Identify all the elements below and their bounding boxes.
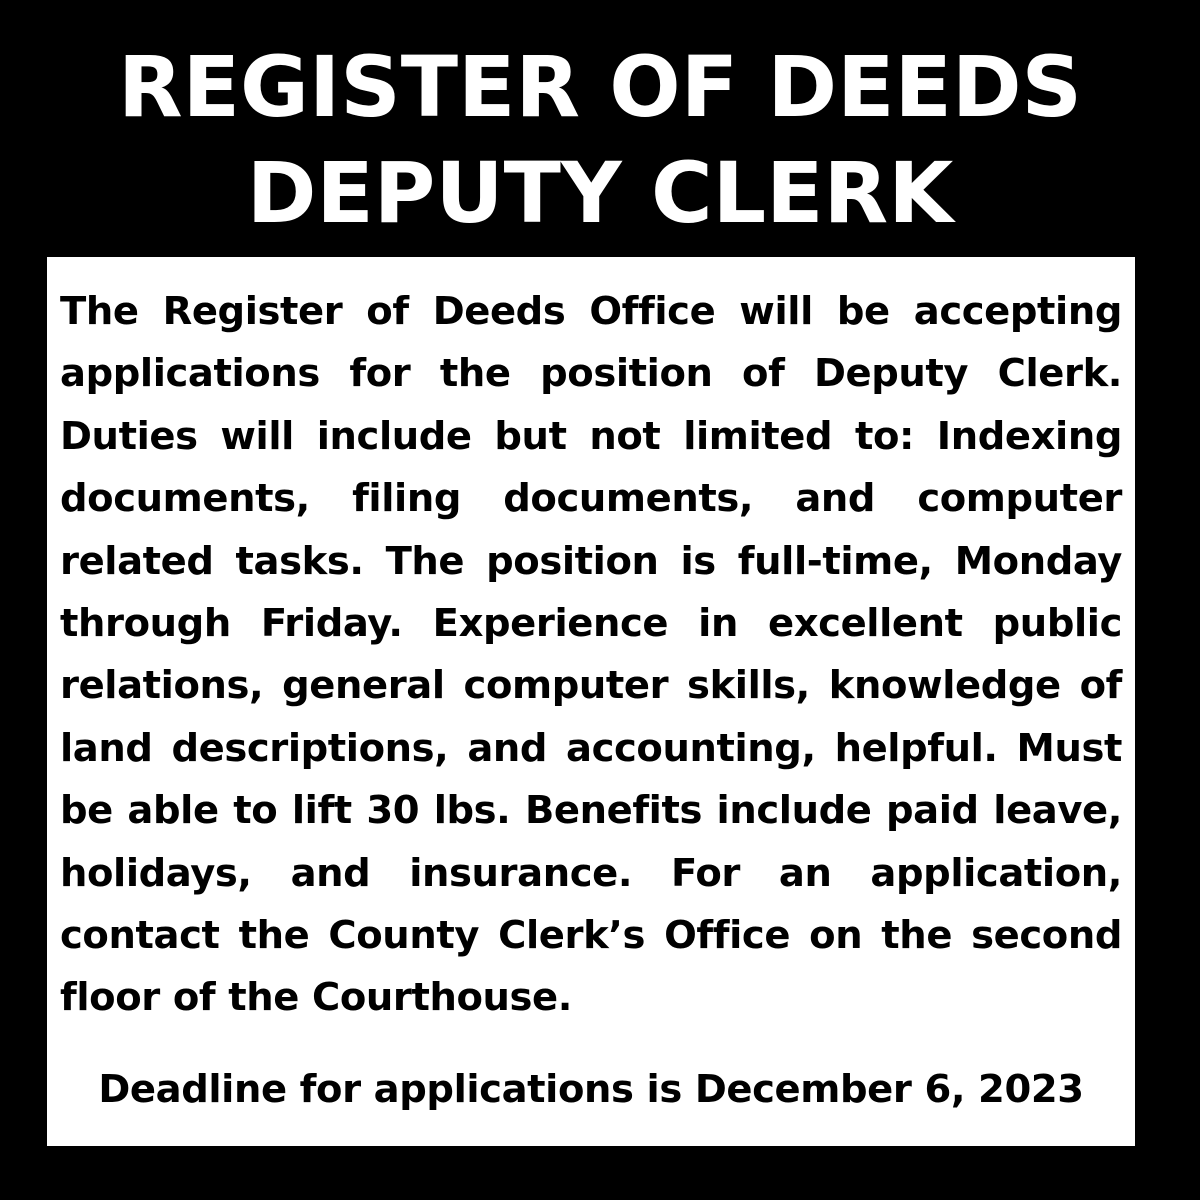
page-title: [0, 34, 1200, 246]
notice-panel: [47, 257, 1135, 1146]
title-line-1: REGISTER OF DEEDS: [117, 38, 1083, 136]
title-line-2: DEPUTY CLERK: [246, 144, 954, 242]
deadline-text: Deadline for applications is December 6, 2023: [98, 1067, 1084, 1112]
notice-body: The Register of Deeds Office will be accepting applications for the position of Deputy Clerk. Duties will include but not limited to: Indexing documents, filing documents, and computer related tasks. The position is full-time, Monday through Friday. Experience in excellent public relations, general computer skills, knowledge of land descriptions, and accounting, helpful. Must be able to lift 30 lbs. Benefits include paid leave, holidays, and insurance. For an application, contact the County Clerk’s Office on the second floor of the Courthouse.: [60, 289, 1122, 1021]
